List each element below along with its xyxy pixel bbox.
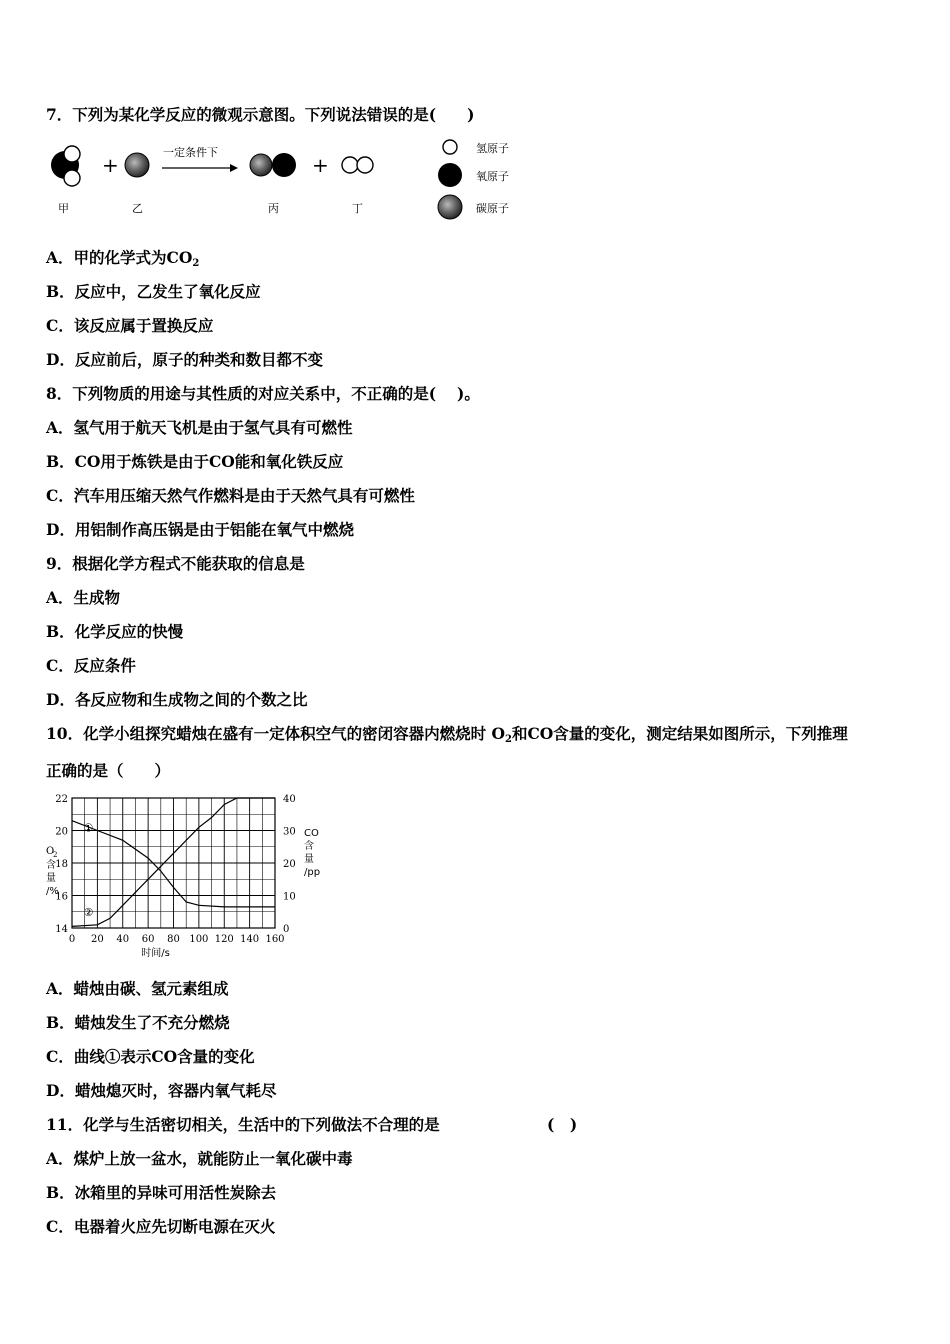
y-right-tick-label: 40 [283, 794, 296, 805]
hydrogen-atom-icon [443, 140, 457, 154]
y-right-tick-label: 10 [283, 891, 296, 903]
legend-hydrogen: 氢原子 [476, 142, 509, 155]
x-tick-label: 160 [265, 934, 285, 945]
q10-option-d: D．蜡烛熄灭时，容器内氧气耗尽 [46, 1081, 277, 1100]
y-left-axis-label-part: 量 [46, 873, 56, 884]
q8-option-d: D．用铝制作高压锅是由于铝能在氧气中燃烧 [46, 520, 354, 539]
legend-carbon: 碳原子 [476, 202, 509, 215]
x-tick-label: 140 [240, 934, 260, 945]
y-left-tick-label: 18 [55, 859, 68, 870]
x-tick-label: 20 [91, 934, 104, 945]
question-11-paren: ( ) [547, 1115, 578, 1134]
molecule-ding [342, 157, 373, 173]
question-10-stem: 10．化学小组探究蜡烛在盛有一定体积空气的密闭容器内燃烧时 $O_2$和CO含量的变化，测定结果如图所示，下列推理 [46, 724, 848, 745]
legend-oxygen: 氧原子 [476, 170, 509, 183]
q10-option-b: B．蜡烛发生了不充分燃烧 [46, 1013, 230, 1032]
q7-option-a: A．甲的化学式为$CO_2$ [46, 248, 200, 269]
question-11-stem: 11．化学与生活密切相关，生活中的下列做法不合理的是 [46, 1115, 440, 1134]
y-right-axis-label-part: /pp [304, 867, 321, 878]
y-left-axis-label-sub: 2 [53, 851, 58, 859]
reaction-condition: 一定条件下 [163, 146, 218, 159]
label-bing: 丙 [268, 202, 279, 215]
y-right-axis-label-part: 含 [304, 841, 314, 852]
x-tick-label: 60 [141, 934, 155, 945]
q11-option-a: A．煤炉上放一盆水，就能防止一氧化碳中毒 [46, 1149, 353, 1168]
y-left-axis-label-part: /% [46, 886, 59, 897]
y-right-tick-label: 0 [283, 924, 290, 935]
question-8-stem: 8．下列物质的用途与其性质的对应关系中，不正确的是( )。 [46, 384, 480, 403]
label-ding: 丁 [352, 202, 363, 215]
y-left-axis-label-part: 含 [46, 860, 56, 871]
x-tick-label: 100 [189, 934, 209, 945]
q9-option-b: B．化学反应的快慢 [46, 622, 184, 641]
y-right-axis-label-part: CO [304, 828, 319, 839]
q8-option-a: A．氢气用于航天飞机是由于氢气具有可燃性 [46, 418, 353, 437]
carbon-atom-icon [438, 195, 462, 219]
arrow-head-icon [230, 164, 238, 172]
o2-co-chart [40, 792, 340, 967]
x-tick-label: 40 [116, 934, 130, 945]
y-left-tick-label: 22 [55, 794, 68, 805]
label-yi: 乙 [132, 202, 143, 215]
molecule-yi [125, 153, 149, 177]
molecule-jia [51, 146, 80, 186]
q7-option-c: C．该反应属于置换反应 [46, 316, 214, 335]
x-tick-label: 80 [167, 934, 180, 945]
q10-option-c: C．曲线①表示CO含量的变化 [46, 1047, 255, 1066]
x-axis-label: 时间/s [141, 948, 170, 959]
plus-sign-1: + [102, 153, 119, 177]
molecule-bing [250, 153, 296, 177]
y-left-tick-label: 20 [55, 826, 68, 838]
y-right-tick-label: 20 [283, 859, 296, 870]
x-tick-label: 0 [68, 934, 76, 945]
plus-sign-2: + [312, 153, 329, 177]
y-left-tick-label: 16 [55, 891, 68, 903]
question-10-stem-line2: 正确的是（ ） [46, 761, 171, 780]
x-tick-label: 120 [214, 934, 234, 945]
y-right-tick-label: 30 [283, 826, 296, 838]
series-label-1: ① [83, 821, 94, 835]
question-9-stem: 9．根据化学方程式不能获取的信息是 [46, 554, 305, 573]
label-jia: 甲 [58, 202, 69, 215]
y-right-axis-label-part: 量 [304, 854, 314, 865]
q11-option-b: B．冰箱里的异味可用活性炭除去 [46, 1183, 277, 1202]
y-left-axis-label: O [46, 846, 55, 857]
q10-option-a: A．蜡烛由碳、氢元素组成 [46, 979, 229, 998]
oxygen-atom-icon [438, 163, 462, 187]
q9-option-a: A．生成物 [46, 588, 121, 607]
q11-option-c: C．电器着火应先切断电源在灭火 [46, 1217, 276, 1236]
series-label-2: ② [83, 905, 94, 919]
reaction-diagram [40, 132, 540, 224]
y-left-tick-label: 14 [55, 924, 68, 935]
q9-option-d: D．各反应物和生成物之间的个数之比 [46, 690, 308, 709]
q8-option-b: B．CO用于炼铁是由于CO能和氧化铁反应 [46, 452, 344, 471]
q9-option-c: C．反应条件 [46, 656, 136, 675]
q7-option-b: B．反应中，乙发生了氧化反应 [46, 282, 261, 301]
q7-option-d: D．反应前后，原子的种类和数目都不变 [46, 350, 323, 369]
q8-option-c: C．汽车用压缩天然气作燃料是由于天然气具有可燃性 [46, 486, 415, 505]
question-7-stem: 7．下列为某化学反应的微观示意图。下列说法错误的是( ) [46, 105, 475, 124]
